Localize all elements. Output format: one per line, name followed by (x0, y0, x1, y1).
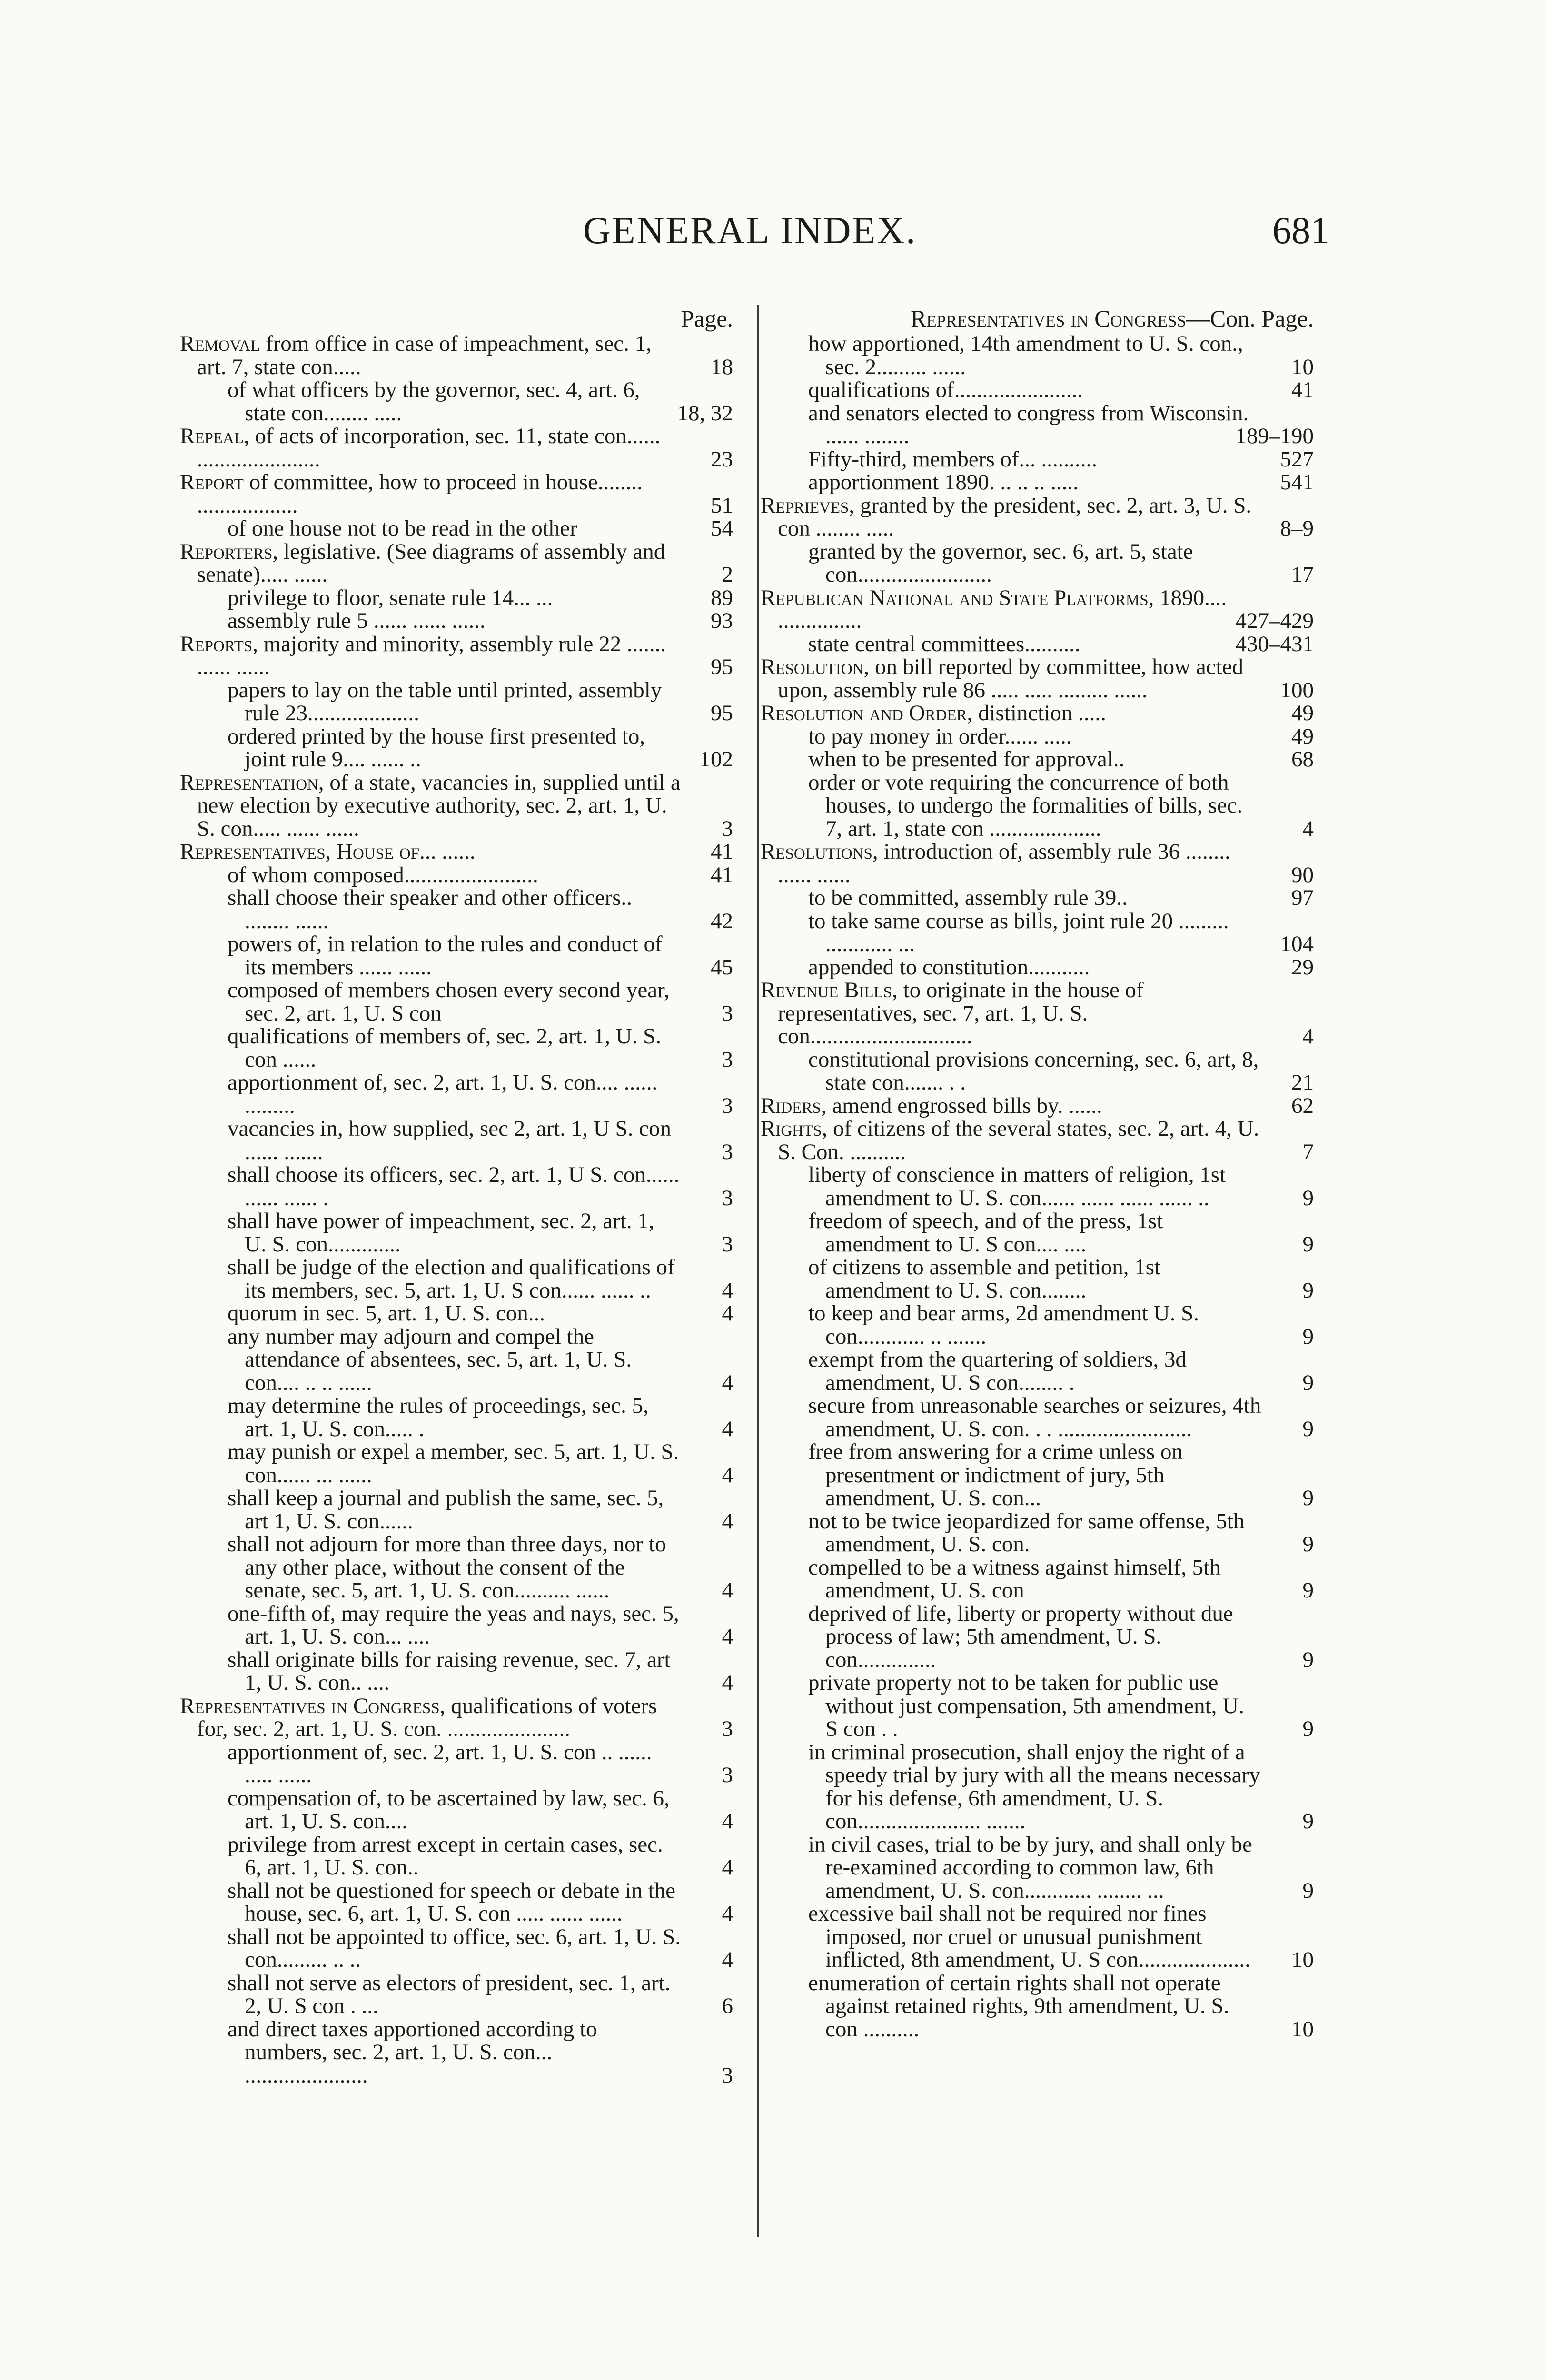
index-entry (761, 494, 1314, 540)
page-number: 681 (1272, 210, 1329, 252)
entry-page-number: 41 (711, 839, 733, 864)
entry-text: deprived of life, liberty or property without due process of law; 5th amendment, U. S. con.............. (808, 1601, 1233, 1672)
entry-heading: Reprieves (761, 493, 849, 518)
entry-heading: Rights (761, 1116, 822, 1141)
entry-page-number: 95 (711, 654, 733, 679)
entry-text: shall have power of impeachment, sec. 2, art. 1, U. S. con............. (228, 1209, 654, 1257)
index-entry: in criminal prosecution, shall enjoy the right of a speedy trial by jury with all the means necessary for his defense, 6th amendment, U. S. con...................... ....... 9 (808, 1739, 1314, 1834)
entry-text: ordered printed by the house first presented to, joint rule 9.... ...... .. (228, 724, 645, 772)
entry-text: powers of, in relation to the rules and conduct of its members ...... ...... (228, 932, 663, 980)
entry-text: order or vote requiring the concurrence of both houses, to undergo the formalities of bills, sec. 7, art. 1, state con .................... (808, 770, 1243, 841)
entry-page-number: 23 (711, 446, 733, 472)
entry-page-number: 18, 32 (677, 400, 733, 426)
entry-text: privilege from arrest except in certain cases, sec. 6, art. 1, U. S. con.. (228, 1832, 663, 1880)
page-title: GENERAL INDEX. (583, 210, 917, 252)
entry-text: quorum in sec. 5, art. 1, U. S. con... (228, 1301, 545, 1326)
entry-page-number: 17 (1291, 562, 1314, 587)
index-entry: shall not be appointed to office, sec. 6, art. 1, U. S. con......... .. .. 4 (228, 1924, 733, 1972)
index-entry (180, 932, 733, 979)
index-entry (761, 748, 1314, 771)
index-entry (180, 517, 733, 540)
entry-page-number: 93 (711, 608, 733, 633)
index-entry (180, 378, 733, 425)
index-entry (761, 332, 1314, 378)
index-entry: shall not serve as electors of president, sec. 1, art. 2, U. S con . ... 6 (228, 1970, 733, 2018)
index-entry (180, 863, 733, 887)
entry-heading: Representation (180, 770, 318, 795)
entry-page-number: 18 (711, 354, 733, 379)
entry-page-number: 189–190 (1235, 424, 1314, 448)
index-entry: vacancies in, how supplied, sec 2, art. 1, U S. con ...... ....... 3 (228, 1116, 733, 1164)
continued-suffix: —Con. (1186, 305, 1256, 332)
entry-page-number: 97 (1291, 885, 1314, 910)
index-entry (761, 910, 1314, 956)
entry-heading: Republican National and State Platforms (761, 585, 1149, 610)
index-entry: shall originate bills for raising revenue, sec. 7, art 1, U. S. con.. .... 4 (228, 1647, 733, 1695)
entry-page-number: 29 (1291, 954, 1314, 980)
entry-text: to take same course as bills, joint rule 20 ......... ............ ... (808, 908, 1229, 956)
entry-text: of committee, how to proceed in house........ .................. (197, 470, 643, 518)
entry-text: exempt from the quartering of soldiers, 3d amendment, U. S con........ . (808, 1347, 1187, 1395)
entry-heading: Revenue Bills (761, 978, 892, 1002)
entry-text: , of citizens of the several states, sec. 2, art. 4, U. S. Con. .......... (778, 1116, 1259, 1164)
entry-text: qualifications of....................... (808, 377, 1083, 402)
entry-page-number: 51 (711, 493, 733, 518)
entry-text: and senators elected to congress from Wisconsin. ...... ........ (808, 400, 1249, 448)
entry-text: one-fifth of, may require the yeas and nays, sec. 5, art. 1, U. S. con... .... (228, 1601, 679, 1649)
entry-text: , distinction ..... (967, 701, 1106, 725)
index-entry: may determine the rules of proceedings, sec. 5, art. 1, U. S. con..... . 4 (228, 1393, 733, 1441)
entry-text: , of acts of incorporation, sec. 11, state con...... ...................... (197, 424, 661, 472)
entry-page-number: 90 (1291, 862, 1314, 887)
entry-page-number: 541 (1280, 470, 1314, 495)
entry-text: to pay money in order...... ..... (808, 724, 1072, 749)
entry-text: secure from unreasonable searches or seizures, 4th amendment, U. S. con. . . ........................ (808, 1393, 1261, 1441)
index-entry (180, 840, 733, 863)
entry-page-number: 42 (711, 908, 733, 933)
index-entry (761, 1902, 1314, 1972)
index-entry: of citizens to assemble and petition, 1st amendment to U. S. con........ 9 (808, 1255, 1314, 1303)
index-entry: composed of members chosen every second year, sec. 2, art. 1, U. S con 3 (228, 978, 733, 1026)
entry-text: , 1890.... ............... (778, 585, 1227, 633)
index-entry: shall be judge of the election and qualifications of its members, sec. 5, art. 1, U. S con...... ...... .. 4 (228, 1255, 733, 1303)
entry-text: when to be presented for approval.. (808, 747, 1125, 772)
index-entry: shall have power of impeachment, sec. 2, art. 1, U. S. con............. 3 (228, 1209, 733, 1257)
index-entry (761, 956, 1314, 979)
entry-text: appended to constitution........... (808, 954, 1090, 980)
index-entry: not to be twice jeopardized for same offense, 5th amendment, U. S. con. 9 (808, 1508, 1314, 1557)
entry-page-number: 100 (1280, 677, 1314, 703)
index-entry: Rights, of citizens of the several states, sec. 2, art. 4, U. S. Con. .......... 7 (761, 1116, 1314, 1164)
entry-text: of citizens to assemble and petition, 1st amendment to U. S. con........ (808, 1255, 1161, 1303)
entry-text: of one house not to be read in the other (228, 516, 577, 541)
index-entry: deprived of life, liberty or property without due process of law; 5th amendment, U. S. con.............. 9 (808, 1601, 1314, 1672)
entry-text: from office in case of impeachment, sec. 1, art. 7, state con..... (197, 331, 652, 379)
page-header (0, 209, 1546, 267)
entry-text: vacancies in, how supplied, sec 2, art. 1, U S. con ...... ....... (228, 1116, 671, 1164)
page-column-label: Page. (681, 305, 733, 332)
index-entry: may punish or expel a member, sec. 5, art. 1, U. S. con...... ... ...... 4 (228, 1439, 733, 1488)
index-entry (180, 679, 733, 725)
entry-text: , introduction of, assembly rule 36 ........ ...... ...... (778, 839, 1230, 887)
entry-text: shall choose their speaker and other officers.. ........ ...... (228, 885, 633, 933)
entry-text: free from answering for a crime unless on presentment or indictment of jury, 5th amendment, U. S. con... (808, 1439, 1183, 1510)
entry-text: compensation of, to be ascertained by law, sec. 6, art. 1, U. S. con.... (228, 1785, 670, 1834)
index-entry (761, 1048, 1314, 1094)
page-column-label: Page. (1261, 305, 1314, 332)
entry-page-number: 10 (1291, 2016, 1314, 2042)
entry-text: apportionment of, sec. 2, art. 1, U. S. con.... ...... ......... (228, 1070, 658, 1118)
right-column (761, 305, 1314, 2041)
index-entry (761, 655, 1314, 702)
index-entry (761, 725, 1314, 748)
index-entry (180, 471, 733, 517)
entry-page-number: 427–429 (1235, 608, 1314, 633)
entry-text: shall not adjourn for more than three days, nor to any other place, without the consent of the senate, sec. 5, art. 1, U. S. con.......... ...... (228, 1532, 666, 1603)
index-entry: Representatives in Congress, qualifications of voters for, sec. 2, art. 1, U. S. con. ...................... 3 (180, 1693, 733, 1741)
index-entry: to keep and bear arms, 2d amendment U. S. con............ .. ....... 9 (808, 1301, 1314, 1349)
entry-heading: Representatives in Congress (180, 1693, 440, 1718)
entry-heading: Reporters (180, 539, 273, 564)
entry-text: enumeration of certain rights shall not operate against retained rights, 9th amendment, U. S. con .......... (808, 1970, 1229, 2042)
entry-page-number: 45 (711, 954, 733, 980)
left-entries (180, 332, 733, 2087)
continued-heading: Representatives in Congress (911, 305, 1186, 332)
left-column (180, 305, 733, 2087)
entry-text: freedom of speech, and of the press, 1st amendment to U. S con.... .... (808, 1209, 1163, 1257)
entry-text: assembly rule 5 ...... ...... ...... (228, 608, 486, 633)
index-entry: exempt from the quartering of soldiers, 3d amendment, U. S con........ . 9 (808, 1347, 1314, 1395)
entry-text: to keep and bear arms, 2d amendment U. S. con............ .. ....... (808, 1301, 1199, 1349)
index-entry: freedom of speech, and of the press, 1st amendment to U. S con.... .... 9 (808, 1209, 1314, 1257)
entry-text: any number may adjourn and compel the attendance of absentees, sec. 5, art. 1, U. S. con.... .. .. ...... (228, 1324, 632, 1395)
entry-heading: Riders (761, 1093, 821, 1118)
entry-text: shall originate bills for raising revenue, sec. 7, art 1, U. S. con.. .... (228, 1647, 671, 1695)
index-entry: shall not be questioned for speech or debate in the house, sec. 6, art. 1, U. S. con ..... ...... ...... 4 (228, 1878, 733, 1926)
entry-text: shall not be questioned for speech or debate in the house, sec. 6, art. 1, U. S. con ..... ...... ...... (228, 1878, 676, 1926)
index-entry: in civil cases, trial to be by jury, and shall only be re-examined according to common law, 6th amendment, U. S. con............ ........ ... 9 (808, 1832, 1314, 1903)
entry-page-number: 8–9 (1280, 516, 1314, 541)
index-entry (180, 586, 733, 610)
entry-text: , majority and minority, assembly rule 22 ....... ...... ...... (197, 631, 666, 679)
index-entry: quorum in sec. 5, art. 1, U. S. con... 4 (228, 1301, 733, 1326)
entry-text: , granted by the president, sec. 2, art. 3, U. S. con ........ ..... (778, 493, 1252, 541)
index-entry (761, 840, 1314, 886)
entry-page-number: 104 (1280, 932, 1314, 956)
entry-text: , amend engrossed bills by. ...... (821, 1093, 1102, 1118)
entry-page-number: 49 (1291, 724, 1314, 749)
column-divider (757, 305, 759, 2237)
index-entry: privilege from arrest except in certain cases, sec. 6, art. 1, U. S. con.. 4 (228, 1832, 733, 1880)
entry-heading: Report (180, 470, 244, 495)
right-entries (761, 332, 1314, 2041)
entry-text: compelled to be a witness against himself, 5th amendment, U. S. con (808, 1555, 1221, 1603)
entry-text: shall not serve as electors of president, sec. 1, art. 2, U. S con . ... (228, 1970, 671, 2018)
entry-text: , of a state, vacancies in, supplied until a new election by executive authority, sec. 2, art. 1, U. S. con..... ...... ...... (197, 770, 681, 841)
entry-page-number: 49 (1291, 701, 1314, 725)
index-entry (180, 725, 733, 771)
entry-page-number: 10 (1291, 354, 1314, 379)
right-column-header (761, 305, 1314, 332)
index-entry: apportionment of, sec. 2, art. 1, U. S. con .. ...... ..... ...... 3 (228, 1739, 733, 1787)
index-entry (761, 402, 1314, 448)
entry-text: liberty of conscience in matters of religion, 1st amendment to U. S. con...... ...... ...... ...... .. (808, 1162, 1226, 1210)
entry-page-number: 95 (711, 701, 733, 725)
index-entry: secure from unreasonable searches or seizures, 4th amendment, U. S. con. . . ........................ 9 (808, 1393, 1314, 1441)
index-entry: shall keep a journal and publish the same, sec. 5, art 1, U. S. con...... 4 (228, 1486, 733, 1534)
index-entry: qualifications of members of, sec. 2, art. 1, U. S. con ...... 3 (228, 1024, 733, 1072)
entry-text: Fifty-third, members of... .......... (808, 446, 1098, 472)
index-entry (761, 471, 1314, 494)
entry-text: state central committees.......... (808, 631, 1080, 656)
entry-page-number: 21 (1291, 1070, 1314, 1095)
index-entry (761, 886, 1314, 910)
entry-text: , to originate in the house of representatives, sec. 7, art. 1, U. S. con............................. (778, 978, 1144, 1049)
index-entry: Revenue Bills, to originate in the house of representatives, sec. 7, art. 1, U. S. con............................. 4 (761, 978, 1314, 1049)
index-entry (761, 633, 1314, 656)
entry-text: may punish or expel a member, sec. 5, art. 1, U. S. con...... ... ...... (228, 1439, 679, 1488)
entry-text: , legislative. (See diagrams of assembly and senate)..... ...... (197, 539, 665, 587)
entry-page-number: 41 (711, 862, 733, 887)
index-entry (761, 702, 1314, 725)
entry-heading: Repeal (180, 424, 244, 448)
index-entry (180, 886, 733, 932)
entry-text: , on bill reported by committee, how acted upon, assembly rule 86 ..... ..... ......... ...... (778, 654, 1243, 703)
entry-text: apportionment 1890. .. .. .. ..... (808, 470, 1079, 495)
entry-text: may determine the rules of proceedings, sec. 5, art. 1, U. S. con..... . (228, 1393, 649, 1441)
index-entry: free from answering for a crime unless on presentment or indictment of jury, 5th amendment, U. S. con... 9 (808, 1439, 1314, 1510)
entry-text: papers to lay on the table until printed, assembly rule 23.................... (228, 677, 662, 725)
entry-text: shall choose its officers, sec. 2, art. 1, U S. con...... ...... ...... . (228, 1162, 680, 1210)
entry-text: private property not to be taken for public use without just compensation, 5th amendment, U. S con . . (808, 1670, 1244, 1741)
index-entry (761, 448, 1314, 471)
entry-page-number: 54 (711, 516, 733, 541)
index-entry (180, 332, 733, 378)
entry-text: in criminal prosecution, shall enjoy the right of a speedy trial by jury with all the means necessary for his defense, 6th amendment, U. S. con...................... ....... (808, 1739, 1260, 1834)
index-entry (761, 540, 1314, 586)
index-entry: Reporters, legislative. (See diagrams of assembly and senate)..... ...... 2 (180, 539, 733, 587)
entry-page-number: 41 (1291, 377, 1314, 402)
entry-text: constitutional provisions concerning, sec. 6, art, 8, state con....... . . (808, 1047, 1259, 1095)
index-entry (180, 633, 733, 679)
index-entry: any number may adjourn and compel the attendance of absentees, sec. 5, art. 1, U. S. con.... .. .. ...... 4 (228, 1324, 733, 1395)
entry-page-number: 62 (1291, 1093, 1314, 1118)
index-entry: one-fifth of, may require the yeas and nays, sec. 5, art. 1, U. S. con... .... 4 (228, 1601, 733, 1649)
entry-heading: Resolutions (761, 839, 872, 864)
index-entry: liberty of conscience in matters of religion, 1st amendment to U. S. con...... ...... ...... ...... .. 9 (808, 1162, 1314, 1210)
entry-page-number: 89 (711, 585, 733, 610)
entry-text: to be committed, assembly rule 39.. (808, 885, 1128, 910)
index-entry: order or vote requiring the concurrence of both houses, to undergo the formalities of bills, sec. 7, art. 1, state con .................... 4 (808, 770, 1314, 841)
index-entry (761, 586, 1314, 633)
entry-text: in civil cases, trial to be by jury, and shall only be re-examined according to common law, 6th amendment, U. S. con............ ........ ... (808, 1832, 1252, 1903)
index-entry: and direct taxes apportioned according to numbers, sec. 2, art. 1, U. S. con... ...................... 3 (228, 2016, 733, 2088)
entry-text: how apportioned, 14th amendment to U. S. con., sec. 2......... ...... (808, 331, 1243, 379)
entry-text: not to be twice jeopardized for same offense, 5th amendment, U. S. con. (808, 1508, 1245, 1557)
entry-heading: Resolution and Order (761, 701, 967, 725)
entry-text: granted by the governor, sec. 6, art. 5, state con........................ (808, 539, 1193, 587)
entry-text: shall be judge of the election and qualifications of its members, sec. 5, art. 1, U. S con...... ...... .. (228, 1255, 675, 1303)
entry-text: ... ...... (419, 839, 476, 864)
index-entry: compensation of, to be ascertained by law, sec. 6, art. 1, U. S. con.... 4 (228, 1785, 733, 1834)
index-entry: shall choose its officers, sec. 2, art. 1, U S. con...... ...... ...... . 3 (228, 1162, 733, 1210)
entry-text: privilege to floor, senate rule 14... ... (228, 585, 553, 610)
index-entry: shall not adjourn for more than three days, nor to any other place, without the consent of the senate, sec. 5, art. 1, U. S. con.......... ...... 4 (228, 1532, 733, 1603)
entry-heading: Removal (180, 331, 260, 356)
entry-heading: Representatives, House of (180, 839, 420, 864)
entry-page-number: 68 (1291, 747, 1314, 772)
index-entry (761, 1972, 1314, 2041)
entry-text: excessive bail shall not be required nor fines imposed, nor cruel or unusual punishment inflicted, 8th amendment, U. S con.................... (808, 1901, 1250, 1972)
entry-page-number: 430–431 (1235, 631, 1314, 656)
entry-text: qualifications of members of, sec. 2, art. 1, U. S. con ...... (228, 1024, 662, 1072)
entry-page-number: 527 (1280, 446, 1314, 472)
index-entry: apportionment of, sec. 2, art. 1, U. S. con.... ...... ......... 3 (228, 1070, 733, 1118)
entry-page-number: 10 (1291, 1947, 1314, 1972)
index-entry: Representation, of a state, vacancies in, supplied until a new election by executive authority, sec. 2, art. 1, U. S. con..... ...... ...... 3 (180, 770, 733, 841)
entry-heading: Reports (180, 631, 253, 656)
index-entry (761, 1094, 1314, 1118)
entry-text: shall keep a journal and publish the same, sec. 5, art 1, U. S. con...... (228, 1486, 664, 1534)
entry-text: apportionment of, sec. 2, art. 1, U. S. con .. ...... ..... ...... (228, 1739, 652, 1787)
index-entry: private property not to be taken for public use without just compensation, 5th amendment, U. S con . . 9 (808, 1670, 1314, 1741)
entry-text: of whom composed........................ (228, 862, 538, 887)
entry-text: and direct taxes apportioned according to numbers, sec. 2, art. 1, U. S. con... ...................... (228, 2016, 597, 2088)
entry-text: of what officers by the governor, sec. 4, art. 6, state con........ ..... (228, 377, 640, 426)
entry-heading: Resolution (761, 654, 864, 679)
entry-text: shall not be appointed to office, sec. 6, art. 1, U. S. con......... .. .. (228, 1924, 681, 1972)
index-entry (180, 425, 733, 471)
entry-text: , qualifications of voters for, sec. 2, art. 1, U. S. con. ...................... (197, 1693, 657, 1741)
index-entry (761, 378, 1314, 402)
index-entry (180, 609, 733, 633)
index-entry: compelled to be a witness against himself, 5th amendment, U. S. con 9 (808, 1555, 1314, 1603)
entry-text: composed of members chosen every second year, sec. 2, art. 1, U. S con (228, 978, 670, 1026)
entry-page-number: 102 (699, 747, 733, 772)
